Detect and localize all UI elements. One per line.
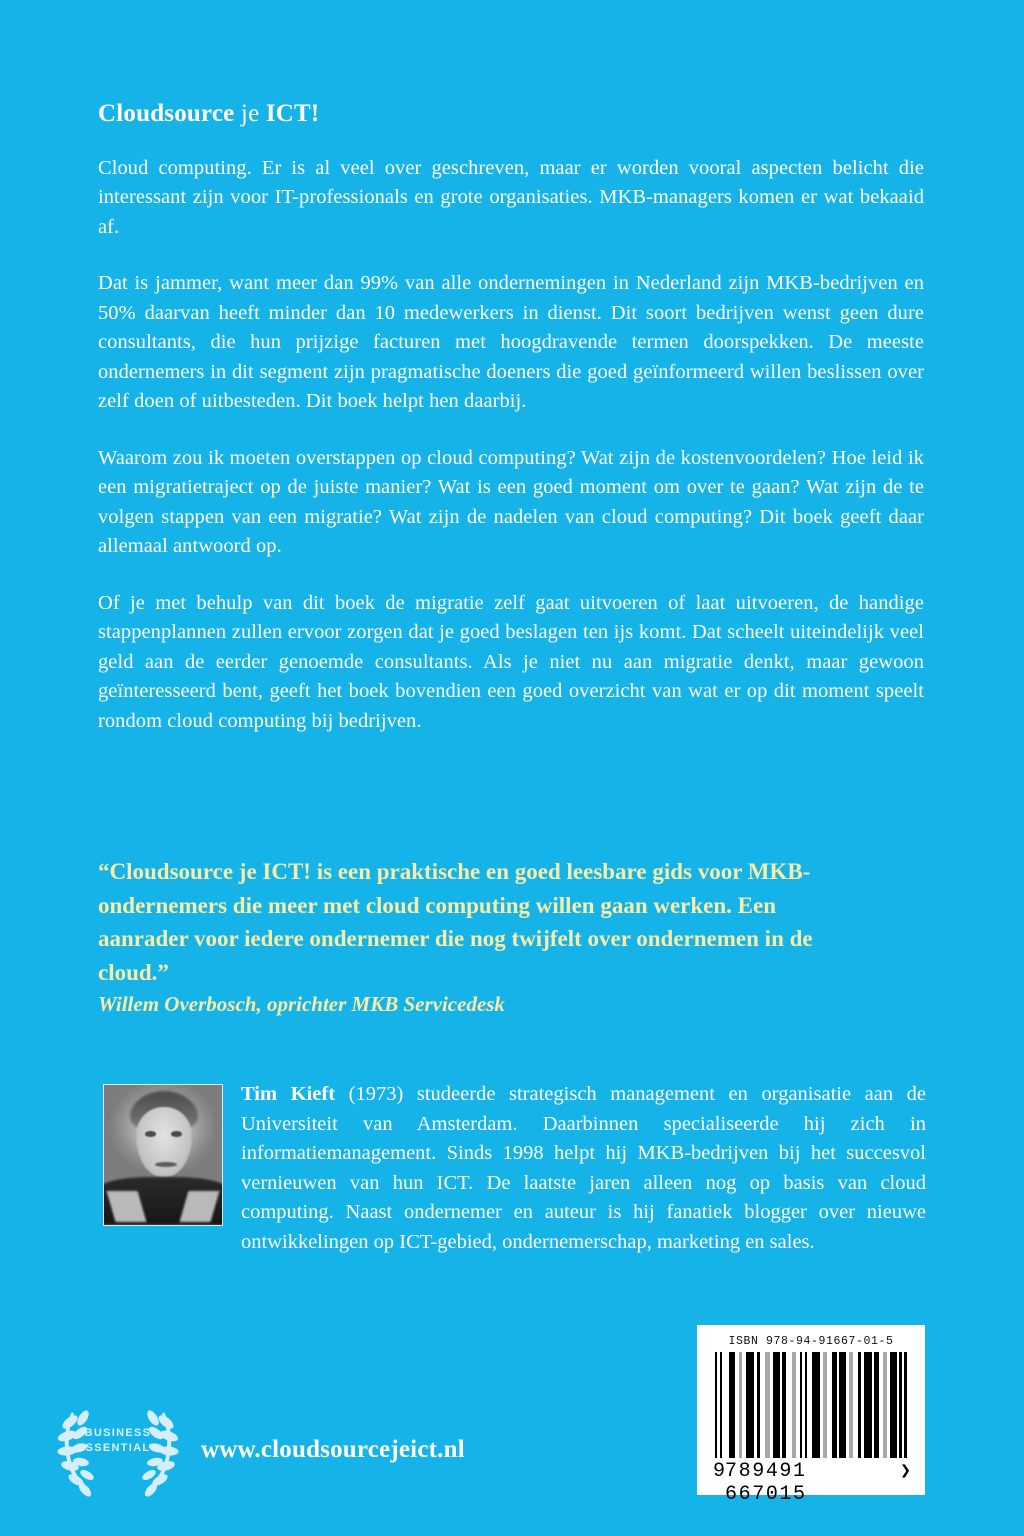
isbn-barcode (697, 1325, 925, 1506)
page-title (98, 100, 924, 128)
barcode-carat: ❯ (900, 1462, 911, 1482)
blurb-content (98, 100, 924, 736)
portrait-mouth (155, 1162, 177, 1167)
title-bold-last: ICT! (265, 100, 320, 127)
barcode-main-digits: 789491 667015 (725, 1460, 807, 1506)
portrait-eye-right (171, 1131, 182, 1137)
barcode-lead-digit: 9 (713, 1460, 726, 1483)
endorsement-quote (98, 855, 838, 1019)
barcode-bars (715, 1352, 907, 1458)
blurb-paragraph-3: Waarom zou ik moeten overstappen op cloud computing? Wat zijn de kostenvoordelen? Hoe leid ik een migratietraject op de juiste manier? Wat is een goed moment om over te gaan? Wat zijn de te volgen stappen van een migratie? Wat zijn de nadelen van cloud computing? Dit boek geeft daar allemaal antwoord op. (98, 446, 924, 557)
isbn-text: ISBN 978-94-91667-01-5 (728, 1335, 894, 1348)
footer (56, 1396, 576, 1506)
portrait-face (136, 1107, 193, 1177)
blurb-paragraph-1: Cloud computing. Er is al veel over geschreven, maar er worden vooral aspecten belicht die interessant zijn voor IT-professionals en grote organisaties. MKB-managers komen er wat bekaaid af. (98, 156, 924, 238)
author-photo (103, 1084, 223, 1226)
barcode-digits (711, 1460, 911, 1506)
publisher-line-2: ESSENTIALS (76, 1442, 160, 1454)
author-bio (98, 1080, 926, 1257)
author-bio-body: (1973) studeerde strategisch management en organisatie aan de Universiteit van Amsterdam. Daarbinnen specialiseerde hij zich in informatiemanagement. Sinds 1998 helpt hij MKB-bedrijven bij het succesvol vernieuwen van hun ICT. De laatste jaren alleen nog op basis van cloud computing. Naast ondernemer en auteur is hij fanatiek blogger over nieuwe ontwikkelingen op ICT-gebied, ondernemerschap, marketing en sales. (241, 1083, 927, 1253)
website-url[interactable]: www.cloudsourcejeict.nl (201, 1436, 465, 1463)
quote-attribution: Willem Overbosch, oprichter MKB Servicedesk (98, 992, 505, 1016)
quote-text: “Cloudsource je ICT! is een praktische en goed leesbare gids voor MKB-ondernemers die meer met cloud computing willen gaan werken. Een aanrader voor iedere ondernemer die nog twijfelt over ondernemen in de cloud.” (98, 859, 813, 985)
publisher-name (56, 1426, 180, 1456)
publisher-line-1: BUSINESS (84, 1427, 152, 1439)
blurb-paragraph-2: Dat is jammer, want meer dan 99% van alle ondernemingen in Nederland zijn MKB-bedrijven en 50% daarvan heeft minder dan 10 medewerkers in dienst. Dit soort bedrijven wenst geen dure consultants, die hun prijzige facturen met hoogdravende termen doorspekken. De meeste ondernemers in dit segment zijn pragmatische doeners die goed geïnformeerd willen beslissen over zelf doen of uitbesteden. Dit boek helpt hen daarbij. (98, 272, 924, 412)
blurb-paragraph-4: Of je met behulp van dit boek de migratie zelf gaat uitvoeren of laat uitvoeren, de handige stappenplannen zullen ervoor zorgen dat je goed beslagen ten ijs komt. Dat scheelt uiteindelijk veel geld aan de eerder genoemde consultants. Als je niet nu aan migratie denkt, maar gewoon geïnteresseerd bent, geeft het boek bovendien een goed overzicht van wat er op dit moment speelt rondom cloud computing bij bedrijven. (98, 591, 924, 732)
author-name: Tim Kieft (241, 1083, 336, 1105)
title-bold-first: Cloudsource (98, 100, 235, 127)
portrait-image (104, 1085, 222, 1225)
business-essentials-logo (56, 1396, 180, 1498)
title-middle: je (234, 100, 266, 127)
portrait-eye-left (145, 1131, 156, 1137)
